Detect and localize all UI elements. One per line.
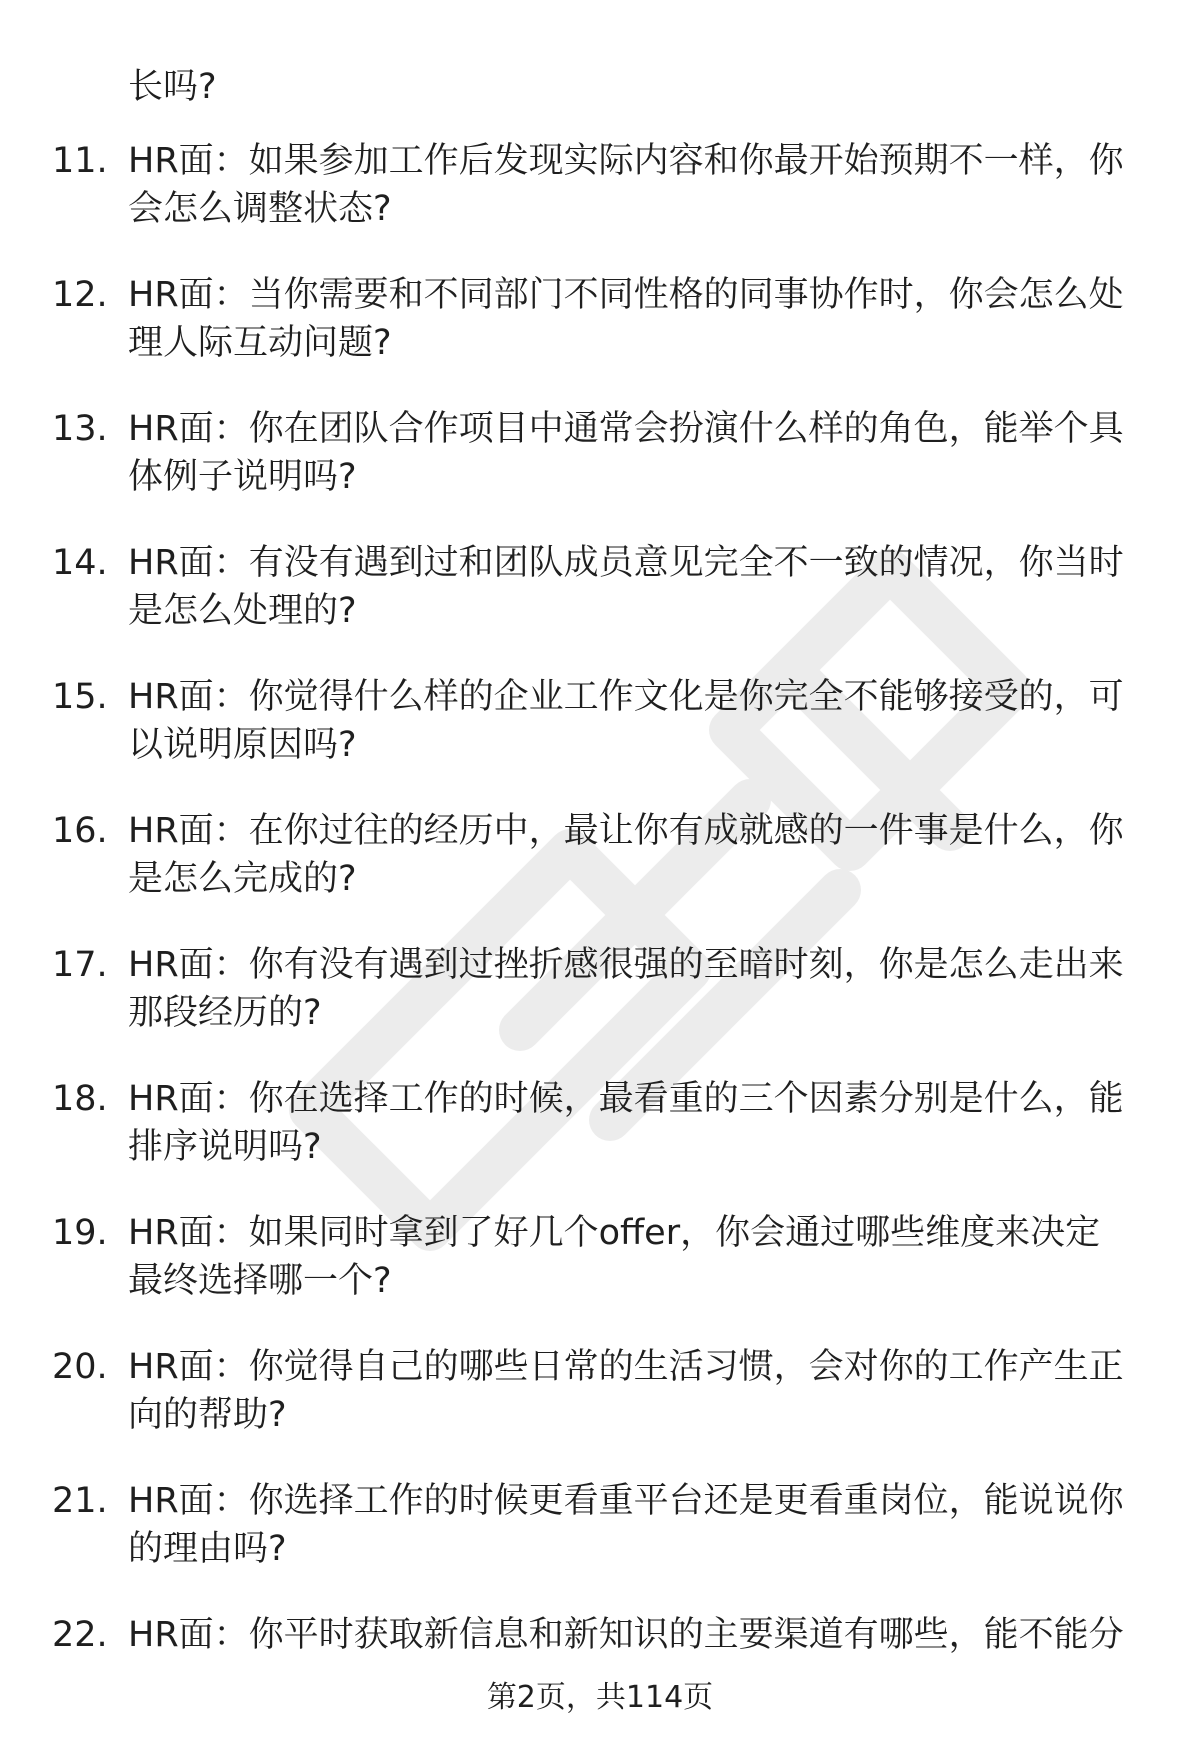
- question-text-line: HR面：你平时获取新信息和新知识的主要渠道有哪些，能不能分: [128, 1615, 1124, 1655]
- question-text-line: HR面：你选择工作的时候更看重平台还是更看重岗位，能说说你: [128, 1481, 1124, 1521]
- question-number: 19.: [52, 1213, 108, 1253]
- list-item: [0, 136, 1200, 270]
- list-item: [0, 538, 1200, 672]
- question-number: 15.: [52, 677, 108, 717]
- question-number: 17.: [52, 945, 108, 985]
- continued-question-text: 长吗?: [128, 67, 217, 107]
- page-number-footer: 第2页，共114页: [486, 1680, 714, 1715]
- list-item: [0, 806, 1200, 940]
- question-text-line: 最终选择哪一个?: [128, 1261, 392, 1301]
- question-text-line: 的理由吗?: [128, 1529, 287, 1569]
- question-text-line: 是怎么处理的?: [128, 591, 357, 631]
- question-text-line: HR面：如果同时拿到了好几个offer，你会通过哪些维度来决定: [128, 1213, 1101, 1253]
- question-text-line: 体例子说明吗?: [128, 457, 357, 497]
- question-text-line: HR面：你觉得自己的哪些日常的生活习惯，会对你的工作产生正: [128, 1347, 1124, 1387]
- list-item: [0, 1208, 1200, 1342]
- question-number: 18.: [52, 1079, 108, 1119]
- list-item: [0, 940, 1200, 1074]
- question-text-line: 会怎么调整状态?: [128, 189, 392, 229]
- list-item: [0, 672, 1200, 806]
- question-number: 22.: [52, 1615, 108, 1655]
- question-list: [0, 136, 1200, 1744]
- question-number: 13.: [52, 409, 108, 449]
- question-text-line: HR面：有没有遇到过和团队成员意见完全不一致的情况，你当时: [128, 543, 1124, 583]
- question-text-line: HR面：你在选择工作的时候，最看重的三个因素分别是什么，能: [128, 1079, 1124, 1119]
- question-text-line: HR面：你在团队合作项目中通常会扮演什么样的角色，能举个具: [128, 409, 1124, 449]
- question-number: 14.: [52, 543, 108, 583]
- question-text-line: 那段经历的?: [128, 993, 322, 1033]
- question-number: 21.: [52, 1481, 108, 1521]
- question-number: 12.: [52, 275, 108, 315]
- list-item: [0, 1342, 1200, 1476]
- question-text-line: HR面：当你需要和不同部门不同性格的同事协作时，你会怎么处: [128, 275, 1124, 315]
- question-text-line: HR面：在你过往的经历中，最让你有成就感的一件事是什么，你: [128, 811, 1124, 851]
- question-text-line: 以说明原因吗?: [128, 725, 357, 765]
- question-text-line: 理人际互动问题?: [128, 323, 392, 363]
- question-text-line: HR面：如果参加工作后发现实际内容和你最开始预期不一样，你: [128, 141, 1124, 181]
- question-text-line: 向的帮助?: [128, 1395, 287, 1435]
- question-text-line: 是怎么完成的?: [128, 859, 357, 899]
- question-text-line: HR面：你觉得什么样的企业工作文化是你完全不能够接受的，可: [128, 677, 1124, 717]
- list-item: [0, 1074, 1200, 1208]
- list-item: [0, 1476, 1200, 1610]
- question-number: 16.: [52, 811, 108, 851]
- question-text-line: HR面：你有没有遇到过挫折感很强的至暗时刻，你是怎么走出来: [128, 945, 1124, 985]
- question-number: 11.: [52, 141, 108, 181]
- list-item: [0, 404, 1200, 538]
- question-number: 20.: [52, 1347, 108, 1387]
- question-text-line: 排序说明吗?: [128, 1127, 322, 1167]
- list-item: [0, 270, 1200, 404]
